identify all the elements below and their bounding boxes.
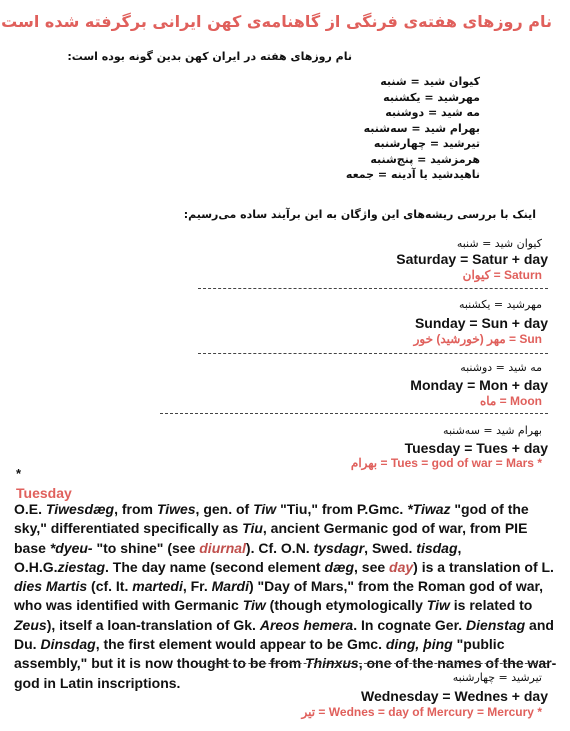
day-english: Monday = Mon + day bbox=[410, 377, 548, 393]
day-note: Moon = ماه bbox=[479, 394, 542, 408]
divider bbox=[198, 663, 548, 664]
asterisk: * bbox=[16, 466, 22, 481]
list-item: مهرشید = یکشنبه bbox=[383, 90, 480, 104]
day-note: Sun = مهر (خورشید) خور bbox=[413, 332, 542, 346]
divider bbox=[198, 353, 548, 354]
list-item: تیرشید = چهارشنبه bbox=[373, 137, 480, 150]
link-diurnal[interactable]: diurnal bbox=[199, 539, 246, 556]
day-note: * Wednes = day of Mercury = Mercury = تیر bbox=[301, 705, 542, 719]
list-item: ناهیدشید یا آدینه = جمعه bbox=[345, 168, 480, 181]
day-english: Saturday = Satur + day bbox=[396, 251, 548, 267]
day-english: Wednesday = Wednes + day bbox=[360, 688, 548, 704]
list-item: مه شید = دوشنبه bbox=[385, 106, 480, 119]
day-persian: مه شید = دوشنبه bbox=[460, 361, 542, 374]
etymology-heading: Tuesday bbox=[16, 485, 72, 501]
day-persian: مهرشید = یکشنبه bbox=[458, 298, 542, 311]
day-persian: کیوان شید = شنبه bbox=[456, 237, 542, 250]
lead-text: اینک با بررسی ریشه‌های این واژگان به این برآیند ساده می‌رسیم: bbox=[183, 208, 536, 221]
day-english: Tuesday = Tues + day bbox=[404, 440, 548, 456]
day-persian: بهرام شید = سه‌شنبه bbox=[443, 424, 542, 437]
divider bbox=[198, 288, 548, 289]
day-english: Sunday = Sun + day bbox=[414, 315, 548, 331]
old-names-list bbox=[180, 74, 480, 183]
divider bbox=[160, 413, 548, 414]
link-day[interactable]: day bbox=[389, 558, 414, 575]
list-item: کیوان شید = شنبه bbox=[380, 75, 480, 88]
day-note: * Tues = god of war = Mars = بهرام bbox=[350, 456, 542, 470]
day-persian: تیرشید = چهارشنبه bbox=[452, 671, 542, 684]
list-item: هرمزشید = پنج‌شنبه bbox=[370, 152, 480, 166]
intro-text: نام روزهای هفته در ایران کهن بدین گونه بوده است: bbox=[67, 50, 352, 63]
list-item: بهرام شید = سه‌شنبه bbox=[363, 121, 480, 135]
etymology-paragraph: O.E. Tiwesdæg, from Tiwes, gen. of Tiw "Tiu," from P.Gmc. *Tiwaz "god of the sky," differentiated specifically as Tiu, ancient Germanic god of war, from PIE base *dyeu- "to shine" (see diurnal). Cf. O.N. tysdagr, Swed. tisdag, O.H.G.ziestag. The day name (second element dæg, see day) is a translation of L. dies Martis (cf. It. martedi, Fr. Mardi) "Day of Mars," from the Roman god of war, who was identified with Germanic Tiw (though etymologically Tiw is related to Zeus), itself a loan-translation of Gk. Areos hemera. In cognate Ger. Dienstag and Du. Dinsdag, the first element would appear to be Gmc. ding, þing "public assembly," but it is now thought to be from Thinxus, one of the names of the war-god in Latin inscriptions. bbox=[14, 501, 557, 691]
page-title: نام روزهای هفته‌ی فرنگی از گاهنامه‌ی کهن ایرانی برگرفته شده است bbox=[1, 12, 552, 31]
day-note: Saturn = کیوان bbox=[462, 268, 542, 282]
